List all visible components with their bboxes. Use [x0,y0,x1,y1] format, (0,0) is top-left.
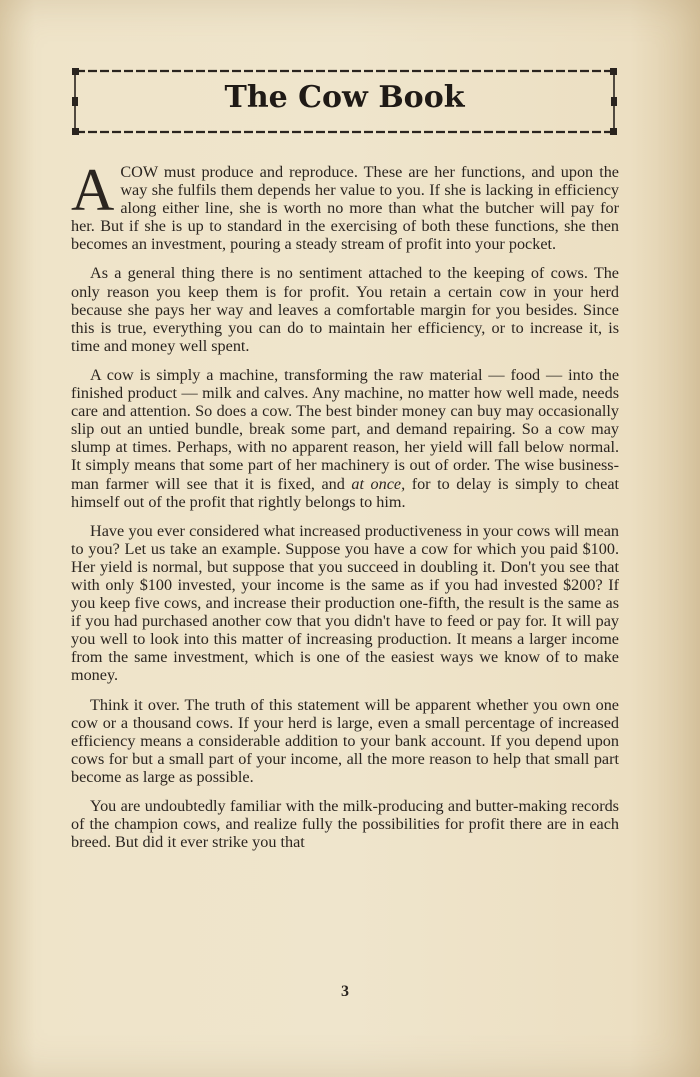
paragraph-text: A cow is simply a machine, transforming the raw material — food — into the finished product — milk and calves. Any machine, no matter how well made, needs care and attention. So does a cow. The best binder money can buy may occasionally slip out an untied bundle, break some part, and demand repairing. So a cow may slump at times. Perhaps, with no apparent reason, her yield will fall below normal. It simply means that some part of her machinery is out of order. The wise business-man farmer will see that it is fixed, and [71,365,619,493]
paragraph-4: Have you ever considered what increased productiveness in your cows will mean to you? Let us take an example. Suppose you have a cow for which you paid $100. Her yield is normal, but suppose that you succeed in doubling it. Don't you see that with only $100 invested, your income is the same as if you had invested $200? If you keep five cows, and increase their production one-fifth, the result is the same as if you had purchased another cow that you didn't have to feed or pay for. It will pay you well to look into this matter of increasing production. It means a larger income from the same investment, which is one of the easiest ways we know of to make money. [71,521,619,685]
paragraph-text: COW must produce and reproduce. These are her functions, and upon the way she fulfils them depends her value to you. If she is lacking in efficiency along either line, she is worth no more than what the butcher will pay for her. But if she is up to standard in the exercising of both these functions, she then becomes an investment, pouring a steady stream of profit into your pocket. [71,163,619,254]
paragraph-1 [71,157,619,254]
article-body [71,157,620,862]
paragraph-text: for to delay is simply to cheat himself out of the profit that rightly belongs to him. [71,474,620,511]
page-title: The Cow Book [224,80,465,115]
title-frame [72,68,617,135]
drop-cap: A [71,157,115,223]
paragraph-3 [71,366,619,511]
paragraph-2: As a general thing there is no sentiment attached to the keeping of cows. The only reason you keep them is for profit. You retain a certain cow in your herd because she pays her way and leaves a comfortable margin for you besides. Since this is true, everything you can do to maintain her efficiency, or to increase it, is time and money well spent. [71,264,619,355]
paragraph-6: You are undoubtedly familiar with the milk-producing and butter-making records of the champion cows, and realize fully the possibilities for profit there are in each breed. But did it ever strike you that [71,797,619,852]
page-number: 3 [341,983,349,1000]
emphasis-text: at once, [351,474,406,493]
paragraph-5: Think it over. The truth of this statement will be apparent whether you own one cow or a thousand cows. If your herd is large, even a small percentage of increased efficiency means a considerable addition to your bank account. If you depend upon cows for but a small part of your income, all the more reason to help that small part become as large as possible. [71,695,619,786]
